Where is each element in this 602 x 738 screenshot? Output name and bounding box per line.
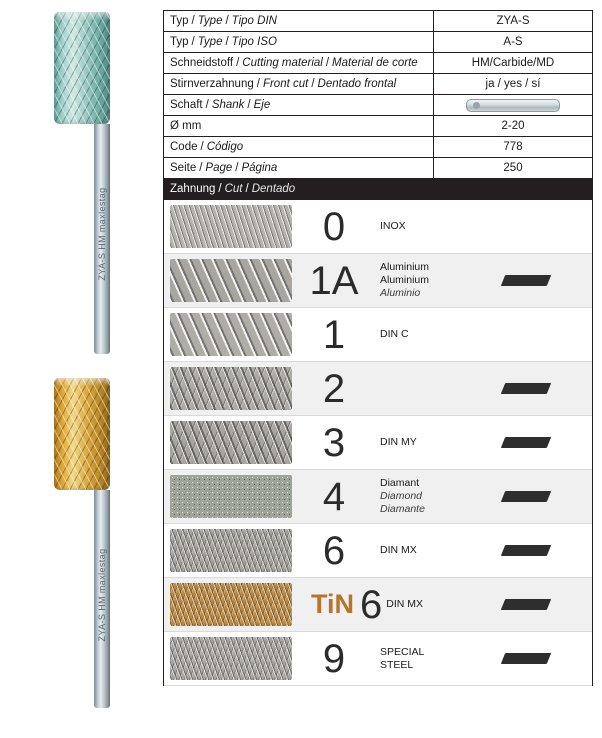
cut-row (164, 470, 592, 524)
cut-row (164, 200, 592, 254)
burr-head-teal (54, 12, 110, 124)
cut-availability-mark-cell (460, 470, 592, 523)
cut-application-name (376, 362, 460, 415)
spec-value-text: A-S (503, 36, 523, 48)
spec-label-sep: / (325, 57, 330, 69)
spec-row-value (434, 11, 592, 31)
spec-row-value (434, 158, 592, 178)
spec-value-text: ZYA-S (496, 15, 530, 27)
cut-pattern-swatch (170, 637, 292, 680)
spec-label-en: Page (205, 162, 233, 174)
cut-number: 2 (322, 366, 346, 411)
availability-mark-icon (501, 599, 551, 610)
cut-row (164, 632, 592, 686)
cut-pattern-swatch (170, 421, 292, 464)
spec-row-value (434, 32, 592, 52)
cut-application-name (382, 578, 460, 631)
spec-label-it: Tipo ISO (231, 36, 277, 48)
shank-pictogram-icon (466, 99, 560, 112)
cut-number: 4 (322, 474, 346, 519)
cut-name-line: STEEL (380, 658, 414, 671)
cut-availability-mark-cell (460, 362, 592, 415)
cut-row (164, 524, 592, 578)
cut-name-line: Aluminium (380, 261, 430, 274)
spec-label-de: Ø mm (170, 120, 202, 132)
availability-mark-icon (501, 275, 551, 286)
spec-label-sep: / (191, 36, 195, 48)
spec-value-text: 250 (503, 162, 523, 174)
burr-teal (54, 12, 110, 354)
cut-name-line: Diamant (380, 477, 420, 490)
spec-row-value (434, 95, 592, 115)
spec-row-value (434, 137, 592, 157)
flute-pattern-icon (54, 12, 110, 124)
spec-label-sep: / (191, 15, 195, 27)
spec-label-de: Schaft (170, 99, 203, 111)
shank-engraving-teal: ZYA-S HM maxlestag (96, 187, 107, 281)
spec-row-label (164, 116, 434, 136)
banner-label-de: Zahnung (170, 183, 216, 195)
cut-number: 0 (322, 204, 346, 249)
cut-number: 6 (322, 528, 346, 573)
spec-label-it: Eje (253, 99, 271, 111)
cut-number: 9 (322, 636, 346, 681)
spec-label-en: Shank (211, 99, 245, 111)
cut-row (164, 578, 592, 632)
availability-mark-icon (501, 491, 551, 502)
cut-number: 3 (322, 420, 346, 465)
cut-availability-mark-cell (460, 254, 592, 307)
cut-availability-mark-cell (460, 416, 592, 469)
spec-value-text: 778 (503, 141, 523, 153)
availability-mark-icon (501, 383, 551, 394)
spec-row-label (164, 95, 434, 115)
cut-name-line: Aluminium (380, 274, 430, 287)
spec-label-sep: / (200, 141, 204, 153)
cut-availability-mark-cell (460, 524, 592, 577)
burr-gold (54, 378, 110, 708)
cut-pattern-swatch (170, 205, 292, 248)
specification-table (163, 10, 593, 686)
spec-row-label (164, 32, 434, 52)
spec-label-de: Stirnverzahnung (170, 78, 254, 90)
cut-availability-mark-cell (460, 308, 592, 361)
spec-label-de: Seite (170, 162, 197, 174)
tool-illustration-teal (0, 12, 163, 372)
availability-mark-icon (501, 437, 551, 448)
cut-application-name (376, 416, 460, 469)
availability-mark-icon (501, 545, 551, 556)
spec-row (164, 74, 592, 95)
cut-name-line: DIN MX (380, 544, 417, 557)
banner-label-en: Cut (224, 183, 243, 195)
cut-name-line: Diamond (380, 490, 423, 503)
spec-row (164, 53, 592, 74)
spec-value-text: HM/Carbide/MD (471, 57, 555, 69)
spec-row (164, 116, 592, 137)
head-highlight (54, 12, 110, 20)
cut-pattern-swatch (170, 475, 292, 518)
spec-label-en: Type (197, 15, 223, 27)
spec-label-it: Dentado frontal (317, 78, 397, 90)
burr-shank-gold (94, 490, 110, 708)
tool-illustration-gold (0, 378, 163, 728)
spec-row-label (164, 137, 434, 157)
tool-illustrations (0, 0, 163, 738)
spec-label-de: Code (170, 141, 198, 153)
cut-application-name (376, 254, 460, 307)
cut-application-name (376, 200, 460, 253)
spec-label-sep: / (235, 162, 239, 174)
cut-name-line: SPECIAL (380, 645, 425, 658)
spec-row-label (164, 158, 434, 178)
spec-label-sep: / (256, 78, 260, 90)
spec-label-sep: / (205, 99, 209, 111)
cut-row (164, 254, 592, 308)
spec-label-de: Typ (170, 15, 189, 27)
availability-mark-icon (501, 653, 551, 664)
spec-rows (164, 11, 592, 179)
cut-number: 1A (309, 258, 359, 303)
head-highlight (54, 378, 110, 386)
spec-label-it: Código (206, 141, 244, 153)
spec-label-sep: / (199, 162, 203, 174)
spec-label-en: Front cut (262, 78, 309, 90)
spec-label-sep: / (311, 78, 315, 90)
cut-pattern-swatch (170, 313, 292, 356)
spec-label-en: Cutting material (242, 57, 323, 69)
spec-label-sep: / (225, 15, 229, 27)
spec-label-it: Material de corte (332, 57, 418, 69)
cut-pattern-swatch (170, 583, 292, 626)
spec-row-label (164, 11, 434, 31)
cut-row (164, 362, 592, 416)
banner-sep-1: / (218, 183, 222, 195)
spec-row-value (434, 116, 592, 136)
spec-row-value (434, 74, 592, 94)
shank-engraving-gold: ZYA-S HM maxlestag (96, 548, 107, 642)
spec-row (164, 95, 592, 116)
cut-application-name (376, 632, 460, 685)
spec-label-en: Type (197, 36, 223, 48)
burr-shank-teal (94, 124, 110, 354)
cut-name-line: DIN MX (386, 598, 423, 611)
spec-value-text: 2-20 (501, 120, 525, 132)
cut-pattern-swatch (170, 259, 292, 302)
spec-row (164, 137, 592, 158)
spec-row (164, 11, 592, 32)
cut-pattern-swatch (170, 367, 292, 410)
cut-coating-label: TiN (310, 589, 354, 619)
spec-label-it: Tipo DIN (231, 15, 277, 27)
cut-availability-mark-cell (460, 632, 592, 685)
spec-row (164, 158, 592, 179)
cut-application-name (376, 308, 460, 361)
cut-name-line: Aluminio (380, 286, 421, 299)
burr-head-gold (54, 378, 110, 490)
spec-label-sep: / (225, 36, 229, 48)
cut-name-line: Diamante (380, 502, 425, 515)
spec-row-label (164, 74, 434, 94)
cut-application-name (376, 470, 460, 523)
cut-availability-mark-cell (460, 200, 592, 253)
cut-banner (164, 179, 592, 200)
flute-pattern-icon (54, 378, 110, 490)
cut-rows (164, 200, 592, 686)
cut-row (164, 308, 592, 362)
spec-label-de: Typ (170, 36, 189, 48)
spec-label-de: Schneidstoff (170, 57, 234, 69)
cut-number: 1 (322, 312, 346, 357)
cut-number: 6 (360, 582, 383, 627)
cut-row (164, 416, 592, 470)
cut-application-name (376, 524, 460, 577)
cut-name-line: DIN C (380, 328, 409, 341)
spec-row (164, 32, 592, 53)
banner-label-it: Dentado (251, 183, 296, 195)
cut-name-line: DIN MY (380, 436, 417, 449)
cut-pattern-swatch (170, 529, 292, 572)
spec-value-text: ja / yes / sí (485, 78, 541, 90)
cut-availability-mark-cell (460, 578, 592, 631)
spec-label-sep: / (247, 99, 251, 111)
spec-label-sep: / (236, 57, 240, 69)
spec-row-label (164, 53, 434, 73)
banner-sep-2: / (245, 183, 249, 195)
spec-row-value (434, 53, 592, 73)
spec-label-it: Página (241, 162, 278, 174)
cut-name-line: INOX (380, 220, 406, 233)
